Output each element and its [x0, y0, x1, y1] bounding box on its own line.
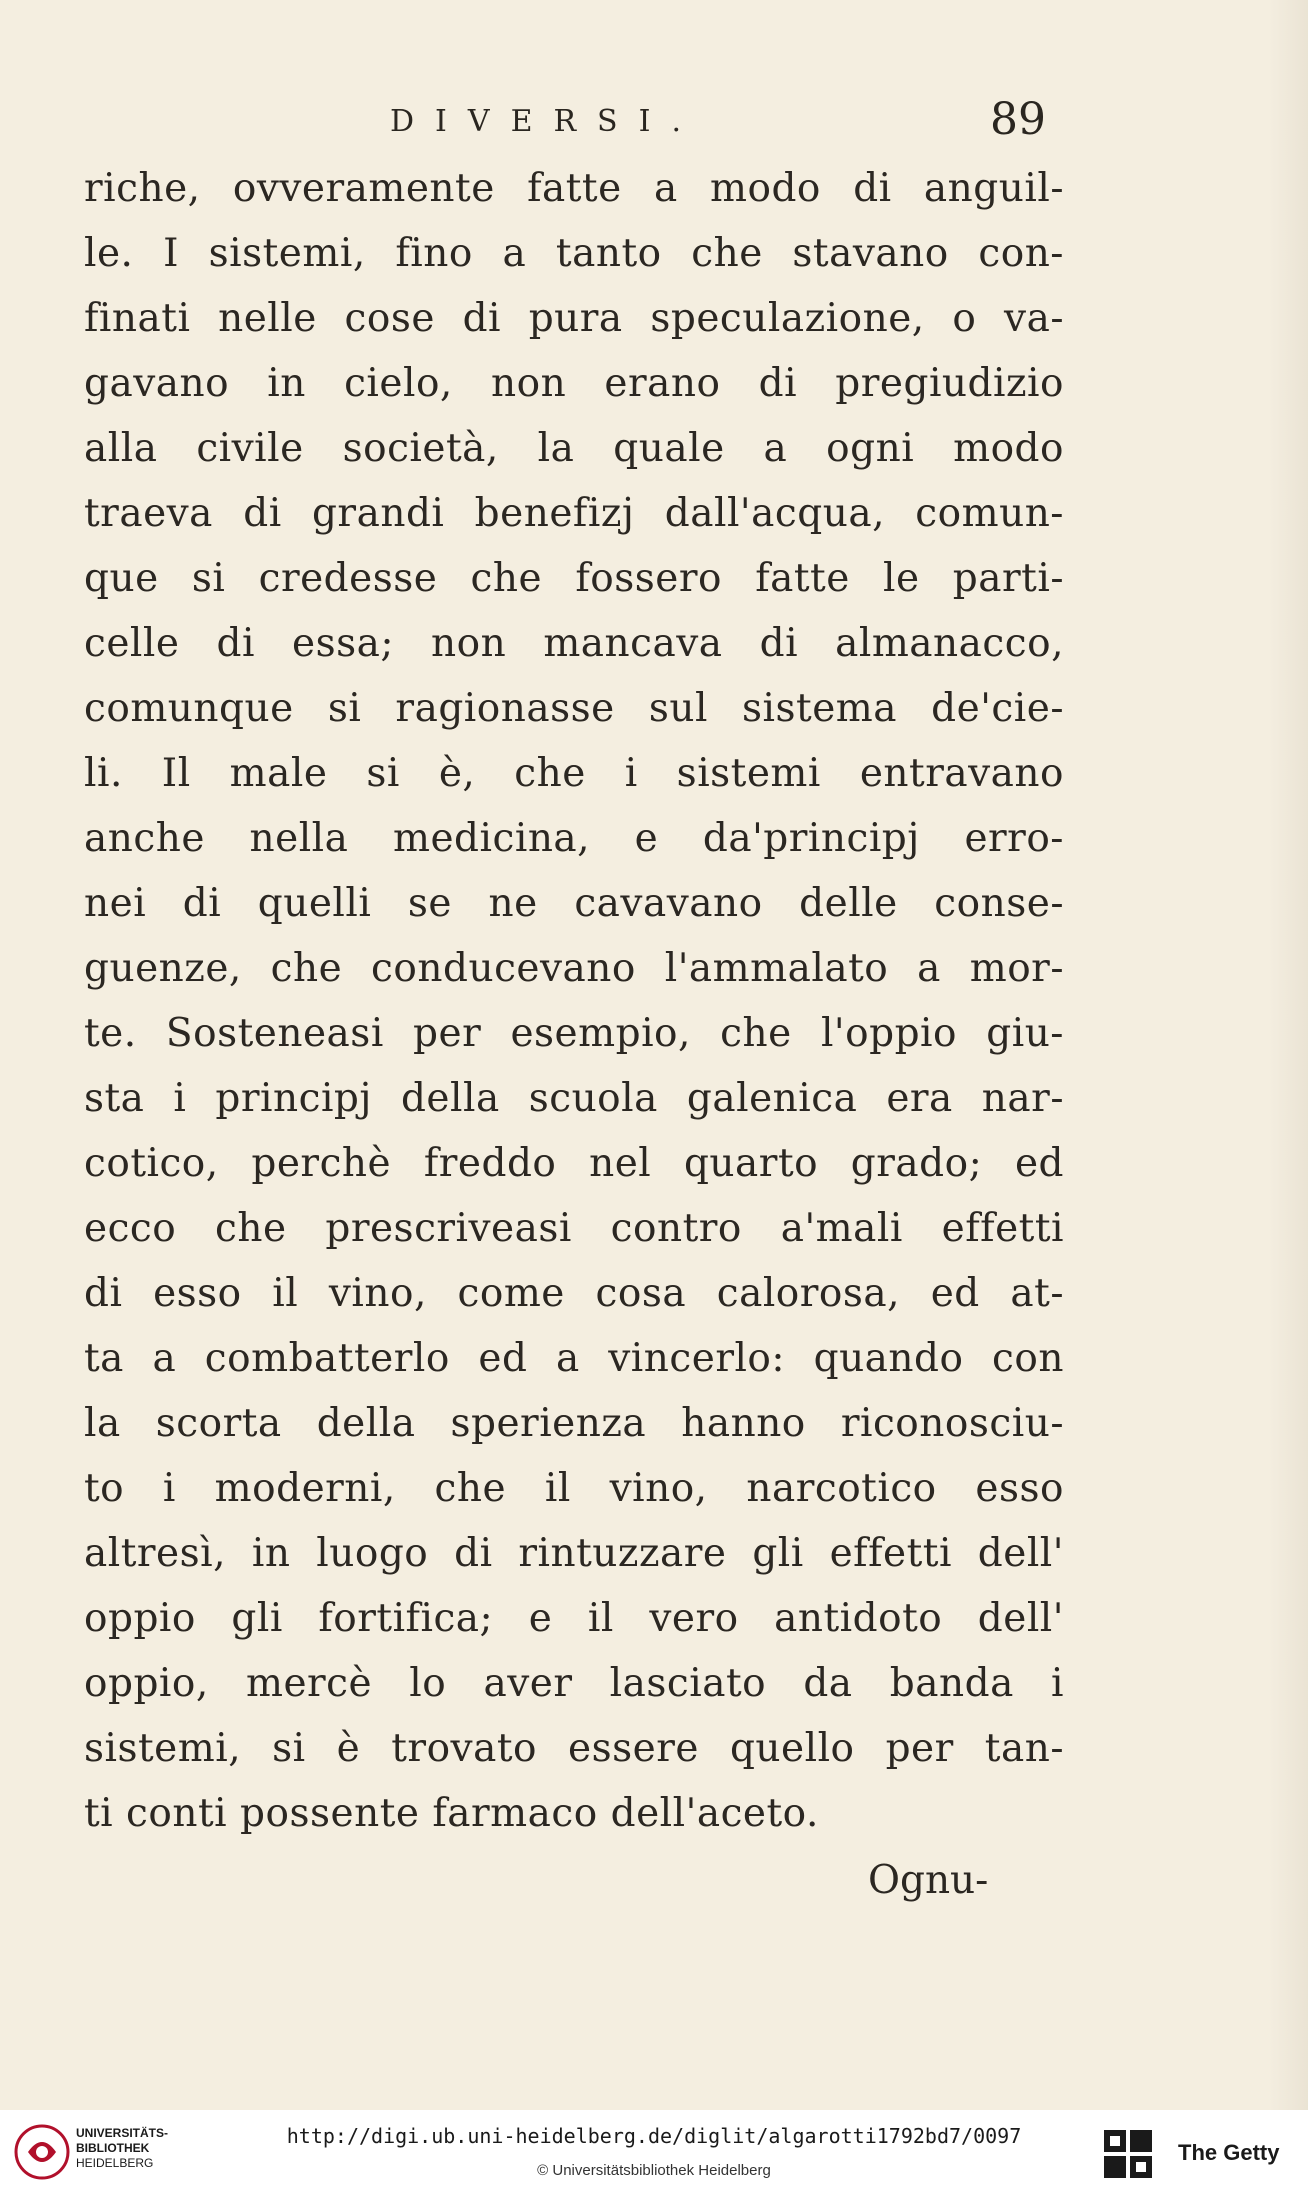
text-line: la scorta della sperienza hanno riconosciu-	[84, 1401, 1064, 1446]
text-line: te. Sosteneasi per esempio, che l'oppio giu-	[84, 1011, 1064, 1056]
page-number: 89	[990, 94, 1046, 145]
page-header	[0, 94, 1308, 160]
library-name-line: HEIDELBERG	[76, 2156, 154, 2170]
text-line: riche, ovveramente fatte a modo di anguil-	[84, 166, 1064, 211]
text-line: sta i principj della scuola galenica era nar-	[84, 1076, 1064, 1121]
getty-logo-icon	[1100, 2126, 1156, 2182]
text-line: que si credesse che fossero fatte le parti-	[84, 556, 1064, 601]
text-line: guenze, che conducevano l'ammalato a mor-	[84, 946, 1064, 991]
text-line: alla civile società, la quale a ogni modo	[84, 426, 1064, 471]
text-line: cotico, perchè freddo nel quarto grado; ed	[84, 1141, 1064, 1186]
text-line: comunque si ragionasse sul sistema de'cie-	[84, 686, 1064, 731]
text-line: sistemi, si è trovato essere quello per tan-	[84, 1726, 1064, 1771]
text-line: finati nelle cose di pura speculazione, o va-	[84, 296, 1064, 341]
footer-bar	[0, 2110, 1308, 2200]
text-line: to i moderni, che il vino, narcotico esso	[84, 1466, 1064, 1511]
getty-name: The Getty	[1178, 2140, 1280, 2165]
text-line: oppio, mercè lo aver lasciato da banda i	[84, 1661, 1064, 1706]
text-line: li. Il male si è, che i sistemi entravano	[84, 751, 1064, 796]
text-line: nei di quelli se ne cavavano delle conse-	[84, 881, 1064, 926]
library-name-line: BIBLIOTHEK	[76, 2141, 150, 2155]
text-line: anche nella medicina, e da'principj erro-	[84, 816, 1064, 861]
text-line: celle di essa; non mancava di almanacco,	[84, 621, 1064, 666]
library-name-line: UNIVERSITÄTS-	[76, 2126, 169, 2140]
text-line: traeva di grandi benefizj dall'acqua, comun-	[84, 491, 1064, 536]
page-gutter-shade	[1268, 0, 1308, 2110]
catchword: Ognu-	[868, 1858, 989, 1903]
text-line: oppio gli fortifica; e il vero antidoto dell'	[84, 1596, 1064, 1641]
body-text	[84, 156, 1064, 1846]
text-line: ti conti possente farmaco dell'aceto.	[84, 1791, 819, 1836]
text-line: altresì, in luogo di rintuzzare gli effetti dell'	[84, 1531, 1064, 1576]
source-url-link[interactable]: http://digi.ub.uni-heidelberg.de/diglit/algarotti1792bd7/0097	[286, 2124, 1022, 2148]
text-line: di esso il vino, come cosa calorosa, ed at-	[84, 1271, 1064, 1316]
copyright-notice: © Universitätsbibliothek Heidelberg	[537, 2162, 771, 2179]
text-line: ta a combatterlo ed a vincerlo: quando con	[84, 1336, 1064, 1381]
text-line: le. I sistemi, fino a tanto che stavano con-	[84, 231, 1064, 276]
text-line: gavano in cielo, non erano di pregiudizio	[84, 361, 1064, 406]
text-line: ecco che prescriveasi contro a'mali effetti	[84, 1206, 1064, 1251]
running-title: DIVERSI.	[390, 104, 702, 139]
